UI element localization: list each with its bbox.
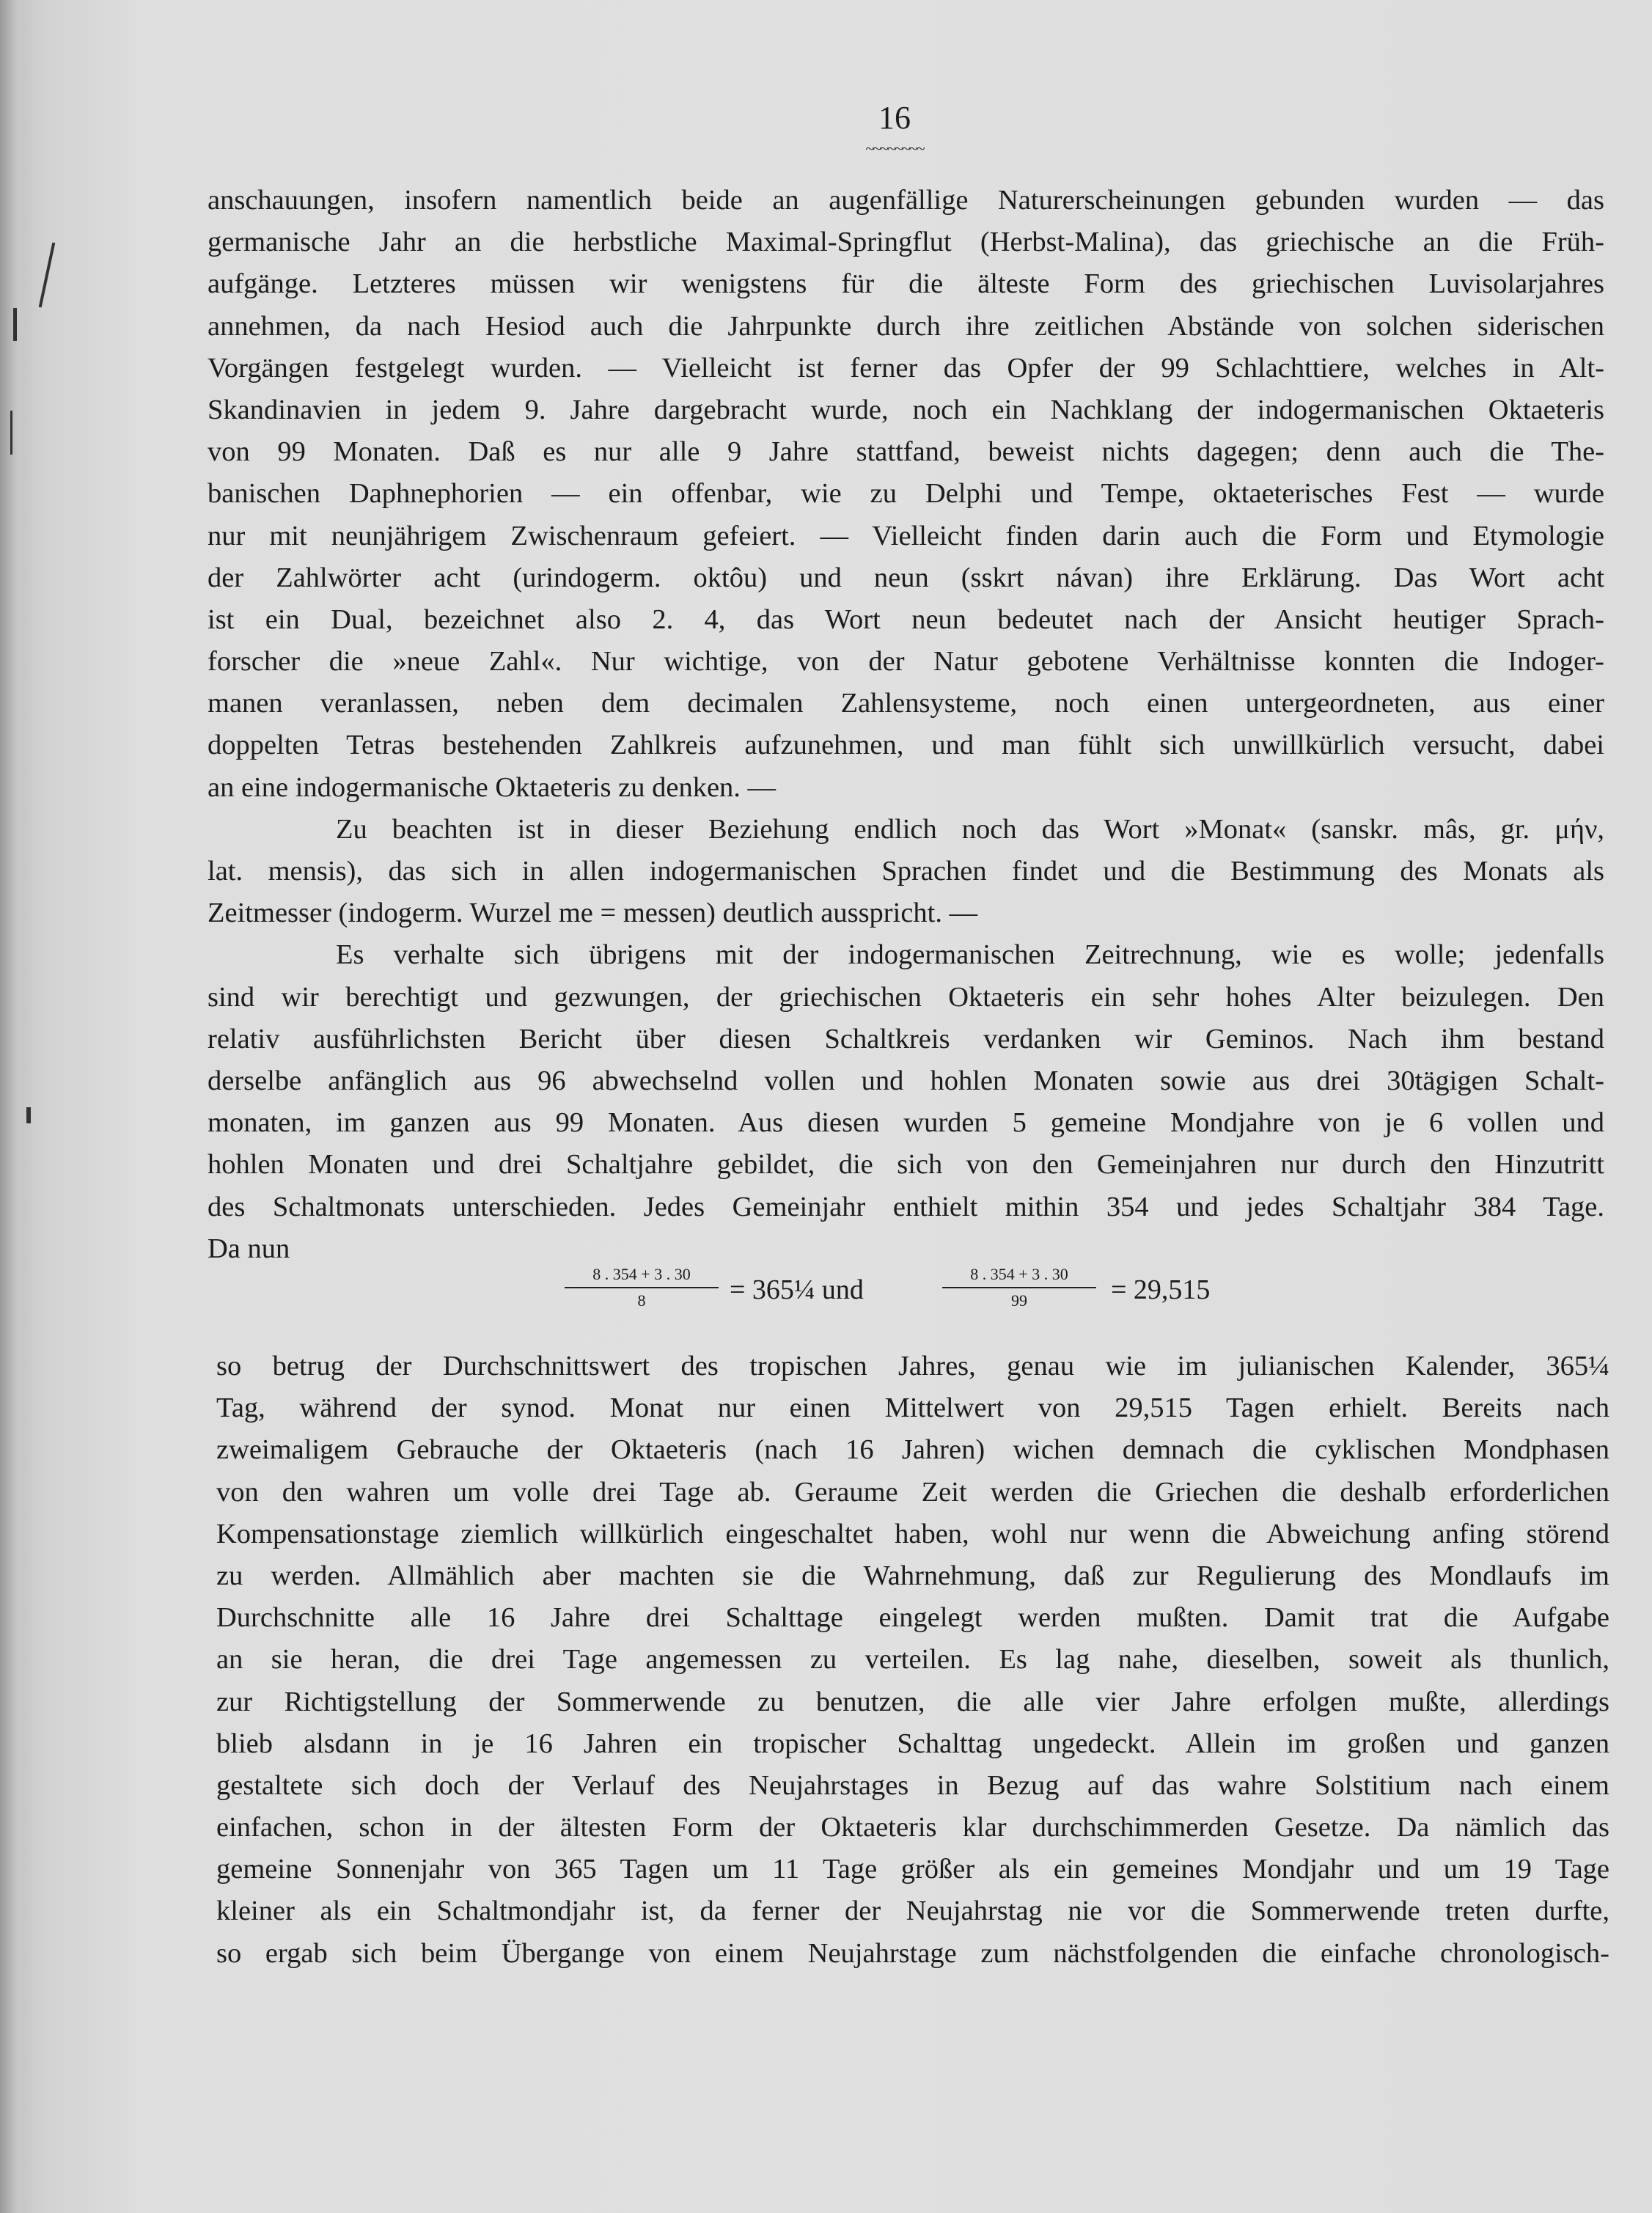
text-line: germanische Jahr an die herbstliche Maximal-Springflut (Herbst-Malina), das griechische an die Früh- (208, 227, 1604, 258)
formula-equals-1: = 365¼ und (730, 1274, 864, 1305)
text-line: Vorgängen festgelegt wurden. — Vielleicht ist ferner das Opfer der 99 Schlachttiere, welches in Alt- (208, 352, 1604, 383)
text-line: zu werden. Allmählich aber machten sie die Wahrnehmung, daß zur Regulierung des Mondlaufs im (216, 1560, 1609, 1591)
margin-mark (13, 308, 17, 341)
text-line: des Schaltmonats unterschieden. Jedes Gemeinjahr enthielt mithin 354 und jedes Schaltjahr 384 Tage. (208, 1191, 1604, 1222)
text-line: zur Richtigstellung der Sommerwende zu benutzen, die alle vier Jahre erfolgen mußte, allerdings (216, 1686, 1609, 1717)
margin-mark (10, 411, 12, 455)
margin-mark (26, 1107, 31, 1123)
text-line: Zeitmesser (indogerm. Wurzel me = messen) deutlich ausspricht. — (208, 898, 978, 929)
text-line: aufgänge. Letzteres müssen wir wenigstens für die älteste Form des griechischen Luvisolarjahres (208, 268, 1604, 300)
body-text-upper (208, 180, 1604, 1270)
page-number: 16 (878, 100, 911, 136)
text-line: Es verhalte sich übrigens mit der indogermanischen Zeitrechnung, wie es wolle; jedenfalls (336, 939, 1604, 971)
text-line: an eine indogermanische Oktaeteris zu denken. — (208, 771, 777, 803)
text-line: kleiner als ein Schaltmondjahr ist, da ferner der Neujahrstag nie vor die Sommerwende treten durfte, (216, 1895, 1609, 1927)
text-line: Da nun (208, 1233, 290, 1264)
text-line: lat. mensis), das sich in allen indogermanischen Sprachen findet und die Bestimmung des Monats als (208, 856, 1604, 887)
text-line: annehmen, da nach Hesiod auch die Jahrpunkte durch ihre zeitlichen Abstände von solchen siderischen (208, 310, 1604, 342)
body-text-lower (216, 1346, 1609, 1975)
text-line: so ergab sich beim Übergange von einem Neujahrstage zum nächstfolgenden die einfache chronologisch- (216, 1937, 1609, 1969)
text-line: an sie heran, die drei Tage angemessen zu verteilen. Es lag nahe, dieselben, soweit als thunlich, (216, 1644, 1609, 1676)
text-line: anschauungen, insofern namentlich beide an augenfällige Naturerscheinungen gebunden wurden — das (208, 185, 1604, 216)
text-line: einfachen, schon in der ältesten Form der Oktaeteris klar durchschimmerden Gesetze. Da nämlich das (216, 1812, 1609, 1843)
text-line: forscher die »neue Zahl«. Nur wichtige, von der Natur gebotene Verhältnisse konnten die Indoger- (208, 646, 1604, 678)
fraction-1 (565, 1265, 719, 1310)
text-line: gemeine Sonnenjahr von 365 Tagen um 11 Tage größer als ein gemeines Mondjahr und um 19 Tage (216, 1854, 1609, 1885)
text-line: Zu beachten ist in dieser Beziehung endlich noch das Wort »Monat« (sanskr. mâs, gr. μήν, (336, 813, 1604, 845)
text-line: banischen Daphnephorien — ein offenbar, wie zu Delphi und Tempe, oktaeterisches Fest — wurde (208, 478, 1604, 510)
text-line: Durchschnitte alle 16 Jahre drei Schalttage eingelegt werden mußten. Damit trat die Aufgabe (216, 1602, 1609, 1634)
text-line: so betrug der Durchschnittswert des tropischen Jahres, genau wie im julianischen Kalender, 365¼ (216, 1351, 1609, 1381)
text-line: Tag, während der synod. Monat nur einen Mittelwert von 29,515 Tagen erhielt. Bereits nach (216, 1392, 1609, 1424)
text-line: der Zahlwörter acht (urindogerm. oktôu) und neun (sskrt návan) ihre Erklärung. Das Wort acht (208, 562, 1604, 593)
text-line: blieb alsdann in je 16 Jahren ein tropischer Schalttag ungedeckt. Allein im großen und ganzen (216, 1728, 1609, 1759)
text-line: gestaltete sich doch der Verlauf des Neujahrstages in Bezug auf das wahre Solstitium nach einem (216, 1769, 1609, 1801)
formula (565, 1265, 1298, 1331)
text-line: derselbe anfänglich aus 96 abwechselnd vollen und hohlen Monaten sowie aus drei 30tägigen Schalt- (208, 1065, 1604, 1096)
text-line: ist ein Dual, bezeichnet also 2. 4, das Wort neun bedeutet nach der Ansicht heutiger Sprach- (208, 603, 1604, 635)
fraction-1-numerator: 8 . 354 + 3 . 30 (565, 1265, 719, 1288)
text-line: zweimaligem Gebrauche der Oktaeteris (nach 16 Jahren) wichen demnach die cyklischen Mondphasen (216, 1434, 1609, 1466)
formula-equals-2: = 29,515 (1111, 1274, 1211, 1305)
text-line: monaten, im ganzen aus 99 Monaten. Aus diesen wurden 5 gemeine Mondjahre von je 6 vollen und (208, 1107, 1604, 1139)
margin-mark (39, 243, 56, 308)
text-line: Kompensationstage ziemlich willkürlich eingeschaltet haben, wohl nur wenn die Abweichung anfing störend (216, 1518, 1609, 1549)
text-line: manen veranlassen, neben dem decimalen Zahlensysteme, noch einen untergeordneten, aus einer (208, 688, 1604, 719)
text-line: sind wir berechtigt und gezwungen, der griechischen Oktaeteris ein sehr hohes Alter beizulegen. Den (208, 981, 1604, 1013)
text-line: nur mit neunjährigem Zwischenraum gefeiert. — Vielleicht finden darin auch die Form und Etymologie (208, 520, 1604, 551)
text-line: relativ ausführlichsten Bericht über diesen Schaltkreis verdanken wir Geminos. Nach ihm bestand (208, 1023, 1604, 1054)
text-line: Skandinavien in jedem 9. Jahre dargebracht wurde, noch ein Nachklang der indogermanischen Oktaeteris (208, 394, 1604, 425)
text-line: doppelten Tetras bestehenden Zahlkreis aufzunehmen, und man fühlt sich unwillkürlich versucht, dabei (208, 730, 1604, 761)
fraction-2 (942, 1265, 1096, 1310)
text-line: von 99 Monaten. Daß es nur alle 9 Jahre stattfand, beweist nichts dagegen; denn auch die The- (208, 436, 1604, 468)
text-line: von den wahren um volle drei Tage ab. Geraume Zeit werden die Griechen die deshalb erforderlichen (216, 1476, 1609, 1508)
text-line: hohlen Monaten und drei Schaltjahre gebildet, die sich von den Gemeinjahren nur durch den Hinzutritt (208, 1149, 1604, 1181)
page-number-ornament: ~~~~~~~~ (865, 139, 924, 158)
fraction-2-numerator: 8 . 354 + 3 . 30 (942, 1265, 1096, 1288)
fraction-2-denominator: 99 (1011, 1291, 1027, 1310)
fraction-1-denominator: 8 (637, 1291, 646, 1310)
